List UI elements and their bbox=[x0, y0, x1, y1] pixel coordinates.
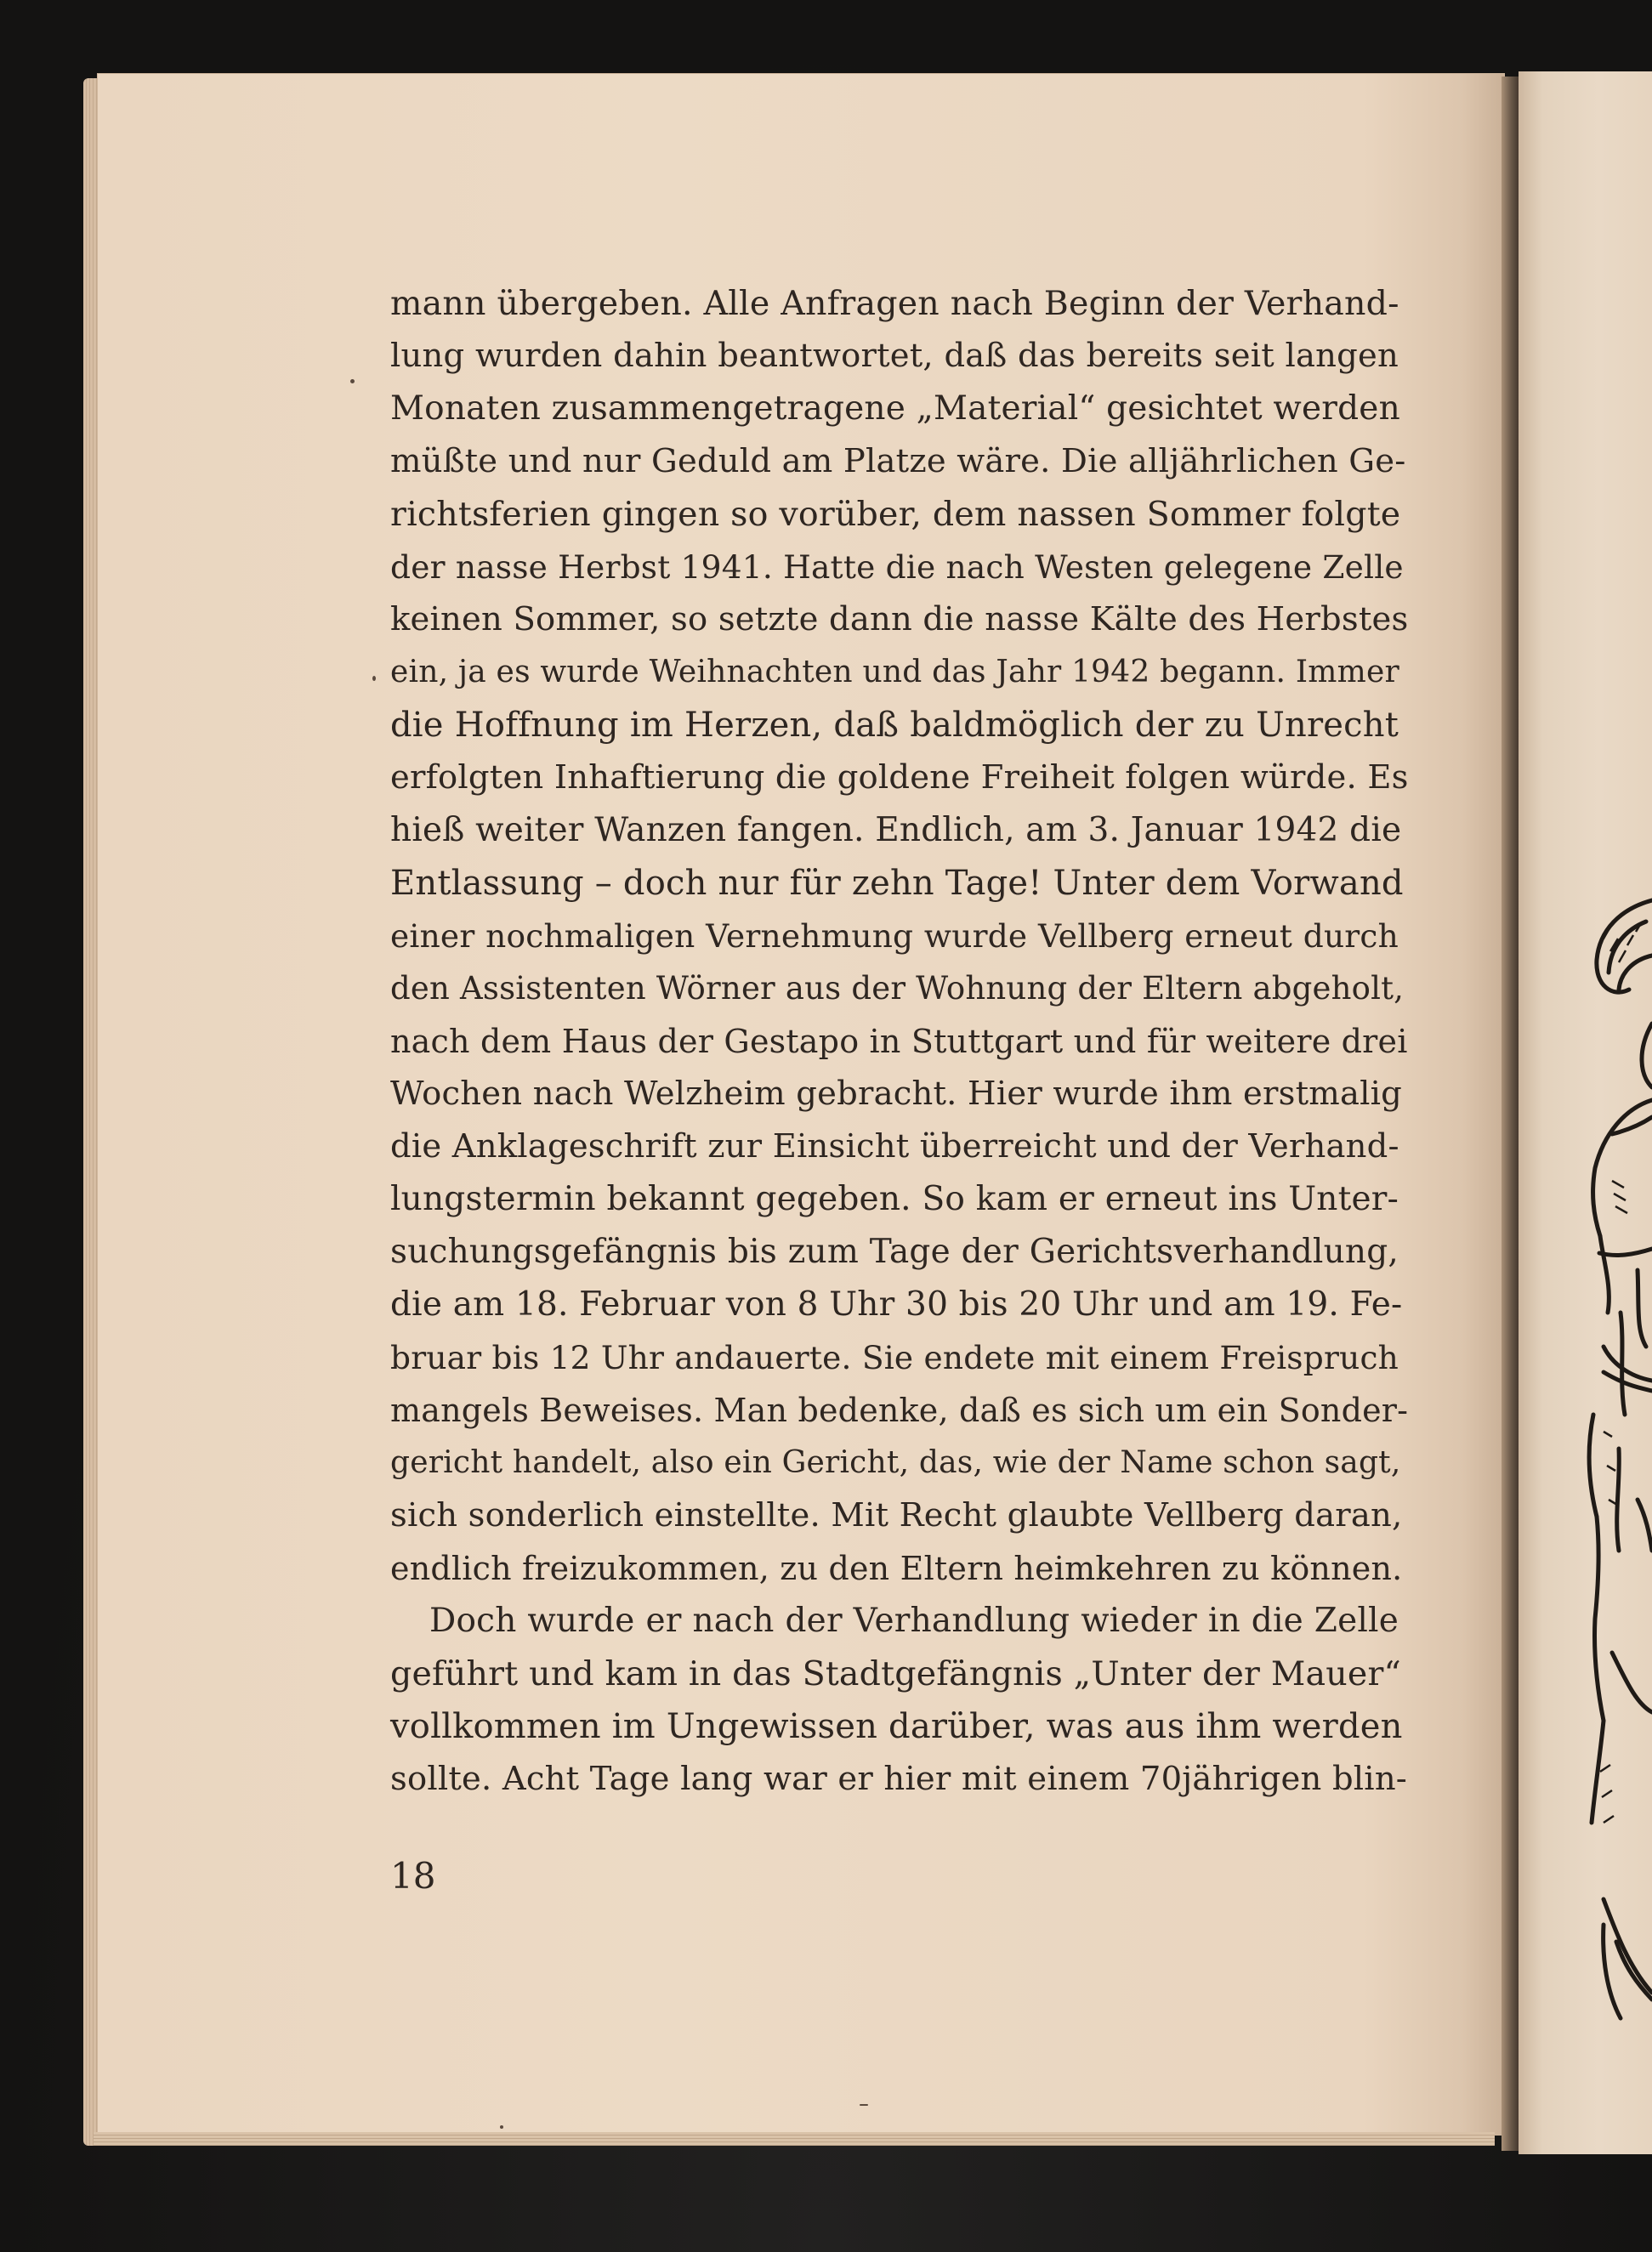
text-line: mann übergeben. Alle Anfragen nach Beginn der Verhand- bbox=[390, 284, 1399, 323]
text-line: sich sonderlich einstellte. Mit Recht glaubte Vellberg daran, bbox=[390, 1496, 1403, 1534]
page-number: 18 bbox=[390, 1855, 436, 1897]
text-line: lungstermin bekannt gegeben. So kam er erneut ins Unter- bbox=[390, 1180, 1399, 1218]
facing-page-illustration bbox=[1519, 71, 1652, 2154]
text-line: richtsferien gingen so vorüber, dem nassen Sommer folgte bbox=[390, 495, 1401, 534]
text-line: die Anklageschrift zur Einsicht überreicht und der Verhand- bbox=[390, 1127, 1399, 1166]
ink-sketch-illustration bbox=[1519, 71, 1652, 2154]
paper-speck bbox=[860, 2104, 868, 2106]
page-bottom-edge bbox=[94, 2132, 1495, 2146]
text-line: die Hoffnung im Herzen, daß baldmöglich der zu Unrecht bbox=[390, 706, 1399, 745]
text-line: ein, ja es wurde Weihnachten und das Jahr 1942 begann. Immer bbox=[390, 655, 1399, 689]
text-line: Entlassung – doch nur für zehn Tage! Unter dem Vorwand bbox=[390, 864, 1404, 903]
paper-speck bbox=[350, 379, 355, 383]
body-text bbox=[390, 277, 1409, 1806]
text-line: lung wurden dahin beantwortet, daß das bereits seit langen bbox=[390, 337, 1399, 375]
text-line: erfolgten Inhaftierung die goldene Freiheit folgen würde. Es bbox=[390, 758, 1409, 797]
text-line: einer nochmaligen Vernehmung wurde Vellberg erneut durch bbox=[390, 917, 1399, 955]
paper-speck bbox=[372, 676, 376, 681]
paper-speck bbox=[500, 2125, 503, 2129]
text-line: müßte und nur Geduld am Platze wäre. Die alljährlichen Ge- bbox=[390, 442, 1406, 480]
text-line: gericht handelt, also ein Gericht, das, wie der Name schon sagt, bbox=[390, 1445, 1401, 1480]
text-line: geführt und kam in das Stadtgefängnis „Unter der Mauer“ bbox=[390, 1654, 1401, 1693]
book-gutter bbox=[1502, 77, 1520, 2151]
text-line: der nasse Herbst 1941. Hatte die nach Westen gelegene Zelle bbox=[390, 548, 1404, 586]
text-line: endlich freizukommen, zu den Eltern heimkehren zu können. bbox=[390, 1550, 1403, 1587]
text-line: die am 18. Februar von 8 Uhr 30 bis 20 Uhr und am 19. Fe- bbox=[390, 1285, 1403, 1324]
text-line: sollte. Acht Tage lang war er hier mit einem 70jährigen blin- bbox=[390, 1760, 1408, 1798]
text-line: Monaten zusammengetragene „Material“ gesichtet werden bbox=[390, 389, 1400, 428]
text-line: mangels Beweises. Man bedenke, daß es sich um ein Sonder- bbox=[390, 1392, 1409, 1429]
text-line: vollkommen im Ungewissen darüber, was aus ihm werden bbox=[390, 1707, 1403, 1746]
text-line: suchungsgefängnis bis zum Tage der Gerichtsverhandlung, bbox=[390, 1233, 1399, 1271]
text-line: bruar bis 12 Uhr andauerte. Sie endete mit einem Freispruch bbox=[390, 1339, 1399, 1376]
text-line: den Assistenten Wörner aus der Wohnung der Eltern abgeholt, bbox=[390, 970, 1405, 1007]
text-line: Wochen nach Welzheim gebracht. Hier wurde ihm erstmalig bbox=[390, 1075, 1402, 1113]
text-line: hieß weiter Wanzen fangen. Endlich, am 3. Januar 1942 die bbox=[390, 811, 1402, 849]
paragraph-start-line: Doch wurde er nach der Verhandlung wieder in die Zelle bbox=[429, 1602, 1399, 1640]
text-line: nach dem Haus der Gestapo in Stuttgart und für weitere drei bbox=[390, 1023, 1408, 1060]
text-line: keinen Sommer, so setzte dann die nasse Kälte des Herbstes bbox=[390, 600, 1409, 638]
